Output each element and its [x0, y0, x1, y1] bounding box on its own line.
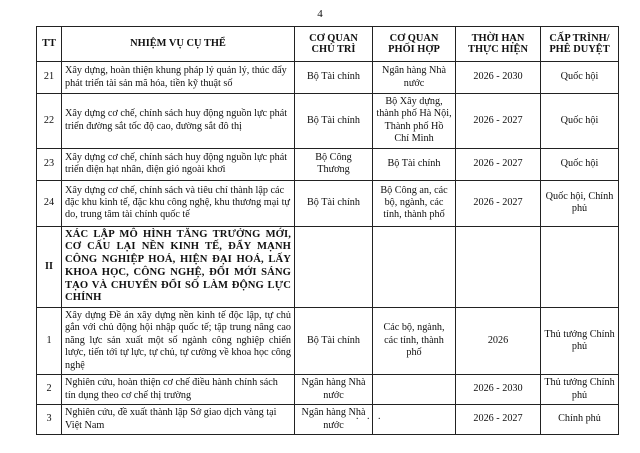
table-row — [37, 148, 619, 180]
row-task: Xây dựng cơ chế, chính sách và tiêu chí thành lập các đặc khu kinh tế, đặc khu công nghệ, khu thương mại tự do, trung tâm tài chính quốc tế — [62, 180, 295, 226]
row-coordinating-agency: Các bộ, ngành, các tỉnh, thành phố — [373, 307, 456, 374]
header-task: NHIỆM VỤ CỤ THỂ — [62, 27, 295, 62]
table-row — [37, 94, 619, 149]
row-task: Xây dựng cơ chế, chính sách huy động nguồn lực phát triển điện hạt nhân, điện gió ngoài khơi — [62, 148, 295, 180]
row-lead-agency: Bộ Tài chính — [295, 94, 373, 149]
row-coordinating-agency — [373, 375, 456, 405]
table-row — [37, 180, 619, 226]
row-coordinating-agency: Bộ Công an, các bộ, ngành, các tỉnh, thành phố — [373, 180, 456, 226]
row-deadline: 2026 - 2027 — [456, 94, 541, 149]
row-tt: 3 — [37, 405, 62, 435]
header-coordinating-agency: CƠ QUAN PHỐI HỢP — [373, 27, 456, 62]
row-approval-level: Thủ tướng Chính phủ — [541, 307, 619, 374]
table-header-row — [37, 27, 619, 62]
row-tt: 24 — [37, 180, 62, 226]
row-lead-agency: Bộ Tài chính — [295, 180, 373, 226]
row-lead-agency — [295, 226, 373, 307]
row-approval-level — [541, 226, 619, 307]
row-task: Xây dựng, hoàn thiện khung pháp lý quản lý, thúc đẩy phát triển tài sản mã hóa, tiền kỹ thuật số — [62, 62, 295, 94]
row-deadline — [456, 226, 541, 307]
row-coordinating-agency: Ngân hàng Nhà nước — [373, 62, 456, 94]
row-deadline: 2026 - 2030 — [456, 62, 541, 94]
row-task: Nghiên cứu, đề xuất thành lập Sở giao dịch vàng tại Việt Nam — [62, 405, 295, 435]
row-coordinating-agency: Bộ Xây dựng, thành phố Hà Nội, Thành phố Hồ Chí Minh — [373, 94, 456, 149]
tasks-table — [36, 26, 619, 435]
table-row — [37, 405, 619, 435]
row-deadline: 2026 - 2027 — [456, 405, 541, 435]
table-row — [37, 307, 619, 374]
row-tt: 21 — [37, 62, 62, 94]
row-lead-agency: Bộ Công Thương — [295, 148, 373, 180]
row-approval-level: Quốc hội — [541, 62, 619, 94]
row-approval-level: Chính phủ — [541, 405, 619, 435]
page-number: 4 — [317, 8, 323, 20]
row-tt: 2 — [37, 375, 62, 405]
header-deadline: THỜI HẠN THỰC HIỆN — [456, 27, 541, 62]
row-task: Nghiên cứu, hoàn thiện cơ chế điều hành chính sách tín dụng theo cơ chế thị trường — [62, 375, 295, 405]
row-approval-level: Quốc hội — [541, 94, 619, 149]
row-deadline: 2026 — [456, 307, 541, 374]
row-deadline: 2026 - 2027 — [456, 148, 541, 180]
row-approval-level: Thủ tướng Chính phủ — [541, 375, 619, 405]
row-coordinating-agency: Bộ Tài chính — [373, 148, 456, 180]
row-approval-level: Quốc hội — [541, 148, 619, 180]
row-deadline: 2026 - 2027 — [456, 180, 541, 226]
section-row — [37, 226, 619, 307]
row-tt: 23 — [37, 148, 62, 180]
table-row — [37, 62, 619, 94]
table-row — [37, 375, 619, 405]
row-lead-agency: Ngân hàng Nhà nước — [295, 405, 373, 435]
row-tt: 1 — [37, 307, 62, 374]
header-tt: TT — [37, 27, 62, 62]
row-lead-agency: Bộ Tài chính — [295, 62, 373, 94]
row-task: Xây dựng cơ chế, chính sách huy động nguồn lực phát triển đường sắt tốc độ cao, đường sắt đô thị — [62, 94, 295, 149]
header-lead-agency: CƠ QUAN CHỦ TRÌ — [295, 27, 373, 62]
row-coordinating-agency — [373, 405, 456, 435]
header-approval-level: CẤP TRÌNH/ PHÊ DUYỆT — [541, 27, 619, 62]
row-lead-agency: Bộ Tài chính — [295, 307, 373, 374]
row-coordinating-agency — [373, 226, 456, 307]
row-task: Xây dựng Đề án xây dựng nền kinh tế độc lập, tự chủ gắn với chủ động hội nhập quốc tế; tập trung nâng cao năng lực sản xuất một số ngành công nghiệp chiến lược, tiến tới tự lực, tự chủ, tự cường về khoa học công nghệ — [62, 307, 295, 374]
section-number: II — [37, 226, 62, 307]
row-deadline: 2026 - 2030 — [456, 375, 541, 405]
section-title: XÁC LẬP MÔ HÌNH TĂNG TRƯỞNG MỚI, CƠ CẤU LẠI NỀN KINH TẾ, ĐẨY MẠNH CÔNG NGHIỆP HOÁ, HIỆN ĐẠI HOÁ, LẤY KHOA HỌC, CÔNG NGHỆ, ĐỔI MỚI SÁNG TẠO VÀ CHUYỂN ĐỔI SỐ LÀM ĐỘNG LỰC CHÍNH — [62, 226, 295, 307]
row-tt: 22 — [37, 94, 62, 149]
row-lead-agency: Ngân hàng Nhà nước — [295, 375, 373, 405]
row-approval-level: Quốc hội, Chính phủ — [541, 180, 619, 226]
footer-marks: . . . — [356, 411, 384, 422]
